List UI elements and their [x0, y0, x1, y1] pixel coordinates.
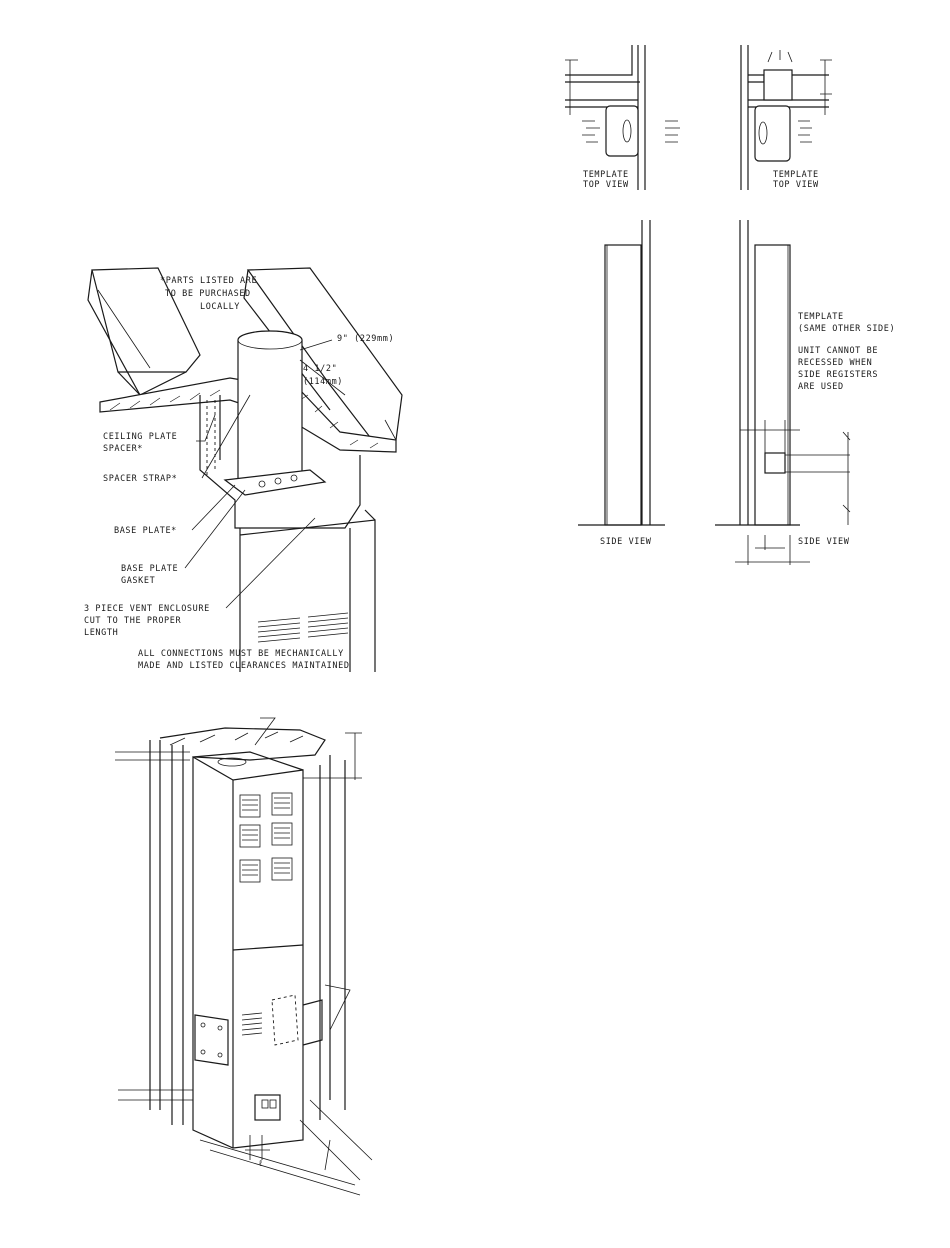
side-view-left-label: SIDE VIEW	[600, 537, 652, 547]
left-ceiling-joist	[88, 268, 200, 395]
ceiling-frame	[160, 718, 362, 780]
template-top-left-2: TOP VIEW	[583, 180, 629, 190]
side-view-left	[578, 220, 665, 525]
dim-4-label-2: (114mm)	[303, 377, 344, 387]
side-register-right	[303, 1000, 322, 1045]
label-ceiling-plate-1: CEILING PLATE	[103, 432, 178, 442]
side-register-template	[765, 453, 785, 473]
side-register-left	[195, 1015, 228, 1065]
parts-note-line1: *PARTS LISTED ARE	[160, 276, 258, 286]
recess-note-1: UNIT CANNOT BE	[798, 346, 879, 356]
leader-base-plate	[192, 485, 235, 530]
cabinet-louvers	[258, 613, 348, 642]
side-view-right	[715, 220, 850, 565]
label-gasket-2: GASKET	[121, 576, 156, 586]
label-base-plate: BASE PLATE*	[114, 526, 177, 536]
leader-gasket	[185, 490, 245, 568]
control-box	[255, 1095, 280, 1120]
floor-line	[200, 1140, 360, 1195]
vent-pipe	[238, 331, 302, 480]
label-enclosure-3: LENGTH	[84, 628, 119, 638]
template-top-right-1: TEMPLATE	[773, 170, 819, 180]
template-note-1: TEMPLATE	[798, 312, 844, 322]
label-spacer-strap: SPACER STRAP*	[103, 474, 178, 484]
right-wall	[300, 755, 372, 1180]
template-top-right-2: TOP VIEW	[773, 180, 819, 190]
label-ceiling-plate-2: SPACER*	[103, 444, 144, 454]
parts-note-line2: TO BE PURCHASED	[165, 289, 251, 299]
furnace-body	[193, 752, 350, 1148]
dim-4-label-1: 4 1/2"	[303, 364, 338, 374]
footer-line-2: MADE AND LISTED CLEARANCES MAINTAINED	[138, 661, 350, 671]
template-top-view-left	[565, 45, 680, 190]
template-top-view-right	[741, 45, 832, 190]
label-enclosure-1: 3 PIECE VENT ENCLOSURE	[84, 604, 210, 614]
side-view-right-label: SIDE VIEW	[798, 537, 850, 547]
recessed-furnace-figure	[115, 718, 372, 1195]
furnace-cabinet	[240, 510, 375, 672]
recess-note-3: SIDE REGISTERS	[798, 370, 879, 380]
template-top-left-1: TEMPLATE	[583, 170, 629, 180]
leader-ceiling-plate	[196, 415, 215, 441]
label-gasket-1: BASE PLATE	[121, 564, 179, 574]
footer-line-1: ALL CONNECTIONS MUST BE MECHANICALLY	[138, 649, 344, 659]
label-enclosure-2: CUT TO THE PROPER	[84, 616, 182, 626]
recess-note-2: RECESSED WHEN	[798, 358, 873, 368]
centerline-mark: ℓ	[258, 1159, 264, 1169]
recess-note-4: ARE USED	[798, 382, 844, 392]
template-note-2: (SAME OTHER SIDE)	[798, 324, 896, 334]
left-wall-studs	[115, 740, 205, 1125]
parts-note-line3: LOCALLY	[200, 302, 241, 312]
dim-9-label: 9" (229mm)	[337, 334, 395, 344]
